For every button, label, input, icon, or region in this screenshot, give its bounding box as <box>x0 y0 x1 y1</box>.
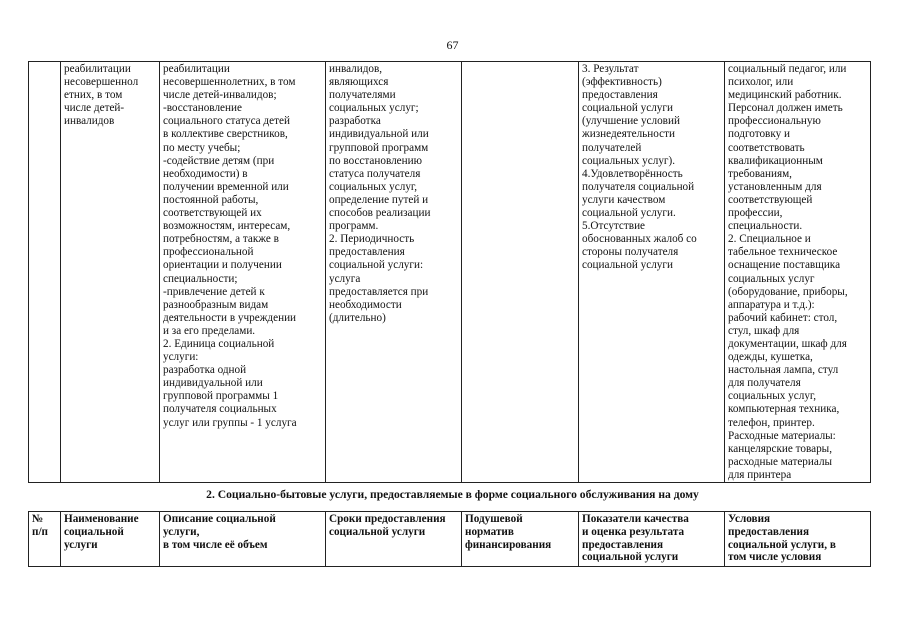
cell-line: психолог, или <box>728 76 794 89</box>
cell-line: канцелярские товары, <box>728 442 832 455</box>
cell-quality-indicators <box>579 62 725 483</box>
cell-line: -восстановление <box>163 102 242 115</box>
cell-line: для принтера <box>728 468 792 481</box>
cell-line: по восстановлению <box>329 154 422 167</box>
cell-line: Описание социальной <box>163 513 276 525</box>
cell-line: 4.Удовлетворённость <box>582 167 683 180</box>
header-service-terms <box>326 512 462 567</box>
page-number: 67 <box>446 38 459 52</box>
cell-line: установленным для <box>728 180 822 193</box>
cell-line: индивидуальной или <box>163 377 263 390</box>
cell-line: соответствующей <box>728 193 813 206</box>
cell-line: ориентации и получении <box>163 259 282 272</box>
cell-line: реабилитации <box>163 63 230 75</box>
cell-line: аппаратура и т.д.): <box>728 298 815 311</box>
cell-line: документации, шкаф для <box>728 337 847 350</box>
cell-line: Расходные материалы: <box>728 429 836 442</box>
cell-line: 2. Единица социальной <box>163 337 275 350</box>
cell-line: требованиям, <box>728 167 792 180</box>
cell-service-name <box>61 62 160 483</box>
cell-line: возможностям, интересам, <box>163 220 291 233</box>
cell-line: и оценка результата <box>582 525 685 538</box>
cell-line: числе детей-инвалидов; <box>163 89 277 102</box>
cell-line: социальной услуги. <box>582 207 676 220</box>
cell-service-description <box>160 62 326 483</box>
cell-line: инвалидов <box>64 115 115 128</box>
cell-line: етних, в том <box>64 89 123 102</box>
cell-line: получателями <box>329 89 396 102</box>
table-row <box>29 62 871 483</box>
cell-line: в том числе её объем <box>163 538 268 551</box>
cell-line: -привлечение детей к <box>163 285 265 298</box>
cell-line: профессиональной <box>163 246 254 259</box>
cell-line: рабочий кабинет: стол, <box>728 311 838 324</box>
cell-line: 3. Результат <box>582 63 639 75</box>
cell-line: способов реализации <box>329 207 431 220</box>
cell-line: обоснованных жалоб со <box>582 233 697 246</box>
cell-line: стул, шкаф для <box>728 324 800 337</box>
cell-line: потребностям, а также в <box>163 233 279 246</box>
cell-line: социальной услуги, в <box>728 538 836 551</box>
cell-line: социальной услуги <box>582 551 679 564</box>
header-service-description <box>160 512 326 567</box>
cell-line: № <box>32 513 44 525</box>
cell-line: индивидуальной или <box>329 128 429 141</box>
cell-line: социальных услуг; <box>329 102 419 115</box>
cell-line: для получателя <box>728 377 801 390</box>
cell-line: подготовку и <box>728 128 790 141</box>
header-number <box>29 512 61 567</box>
cell-line: услуги <box>64 538 98 551</box>
cell-line: услуга <box>329 272 361 285</box>
cell-line: инвалидов, <box>329 63 383 75</box>
cell-line: предоставления <box>582 538 664 551</box>
cell-line: Наименование <box>64 513 139 525</box>
cell-line: получателя социальных <box>163 403 277 416</box>
cell-line: услуги качеством <box>582 193 666 206</box>
cell-line: социальной <box>64 525 124 538</box>
cell-line: Персонал должен иметь <box>728 102 843 115</box>
cell-line: оснащение поставщика <box>728 259 841 272</box>
cell-line: финансирования <box>465 538 552 551</box>
cell-line: (оборудование, приборы, <box>728 285 848 298</box>
cell-line: табельное техническое <box>728 246 838 259</box>
cell-line: предоставления <box>582 89 658 102</box>
cell-line: Условия <box>728 513 771 525</box>
cell-line: социальных услуг). <box>582 154 676 167</box>
cell-line: специальности; <box>163 272 238 285</box>
cell-financing-norm <box>462 62 579 483</box>
cell-line: телефон, принтер. <box>728 416 815 429</box>
cell-line: получении временной или <box>163 180 289 193</box>
cell-line: являющихся <box>329 76 389 89</box>
header-service-name <box>61 512 160 567</box>
cell-line: 2. Периодичность <box>329 233 415 246</box>
cell-line: необходимости) в <box>163 167 248 180</box>
cell-line: предоставляется при <box>329 285 429 298</box>
cell-line: соответствовать <box>728 141 805 154</box>
cell-line: жизнедеятельности <box>582 128 675 141</box>
cell-line: групповой программ <box>329 141 429 154</box>
cell-line: компьютерная техника, <box>728 403 840 416</box>
cell-line: реабилитации <box>64 63 131 75</box>
cell-line: социальных услуг, <box>329 180 418 193</box>
section-title: 2. Социально-бытовые услуги, предоставляемые в форме социального обслуживания на дому <box>206 488 699 501</box>
cell-service-conditions <box>725 62 871 483</box>
cell-line: том числе условия <box>728 551 822 564</box>
cell-line: социального статуса детей <box>163 115 290 128</box>
cell-line: стороны получателя <box>582 246 679 259</box>
cell-line: профессии, <box>728 207 783 220</box>
cell-line: получателей <box>582 141 642 154</box>
services-table-header <box>28 511 871 567</box>
cell-line: 2. Специальное и <box>728 233 811 246</box>
header-row <box>29 512 871 567</box>
cell-line: норматив <box>465 525 514 538</box>
cell-line: расходные материалы <box>728 455 833 468</box>
cell-line: получателя социальной <box>582 180 695 193</box>
cell-line: Сроки предоставления <box>329 513 446 525</box>
cell-line: разработка <box>329 115 381 128</box>
cell-line: квалификационным <box>728 154 823 167</box>
cell-service-terms <box>326 62 462 483</box>
cell-line: услуги, <box>163 525 200 538</box>
cell-line: и за его пределами. <box>163 324 256 337</box>
cell-line: социальной услуги: <box>329 259 424 272</box>
cell-line: в коллективе сверстников, <box>163 128 288 141</box>
cell-line: программ. <box>329 220 379 233</box>
cell-line: специальности. <box>728 220 803 233</box>
cell-line: 5.Отсутствие <box>582 220 646 233</box>
cell-line: социальных услуг <box>728 272 815 285</box>
cell-line: настольная лампа, стул <box>728 364 839 377</box>
cell-line: числе детей- <box>64 102 125 115</box>
cell-line: социальной услуги <box>582 259 673 272</box>
cell-line: п/п <box>32 525 49 538</box>
cell-line: -содействие детям (при <box>163 154 275 167</box>
cell-line: деятельности в учреждении <box>163 311 297 324</box>
cell-line: несовершеннол <box>64 76 139 89</box>
cell-line: разнообразным видам <box>163 298 269 311</box>
cell-line: предоставления <box>329 246 405 259</box>
cell-line: необходимости <box>329 298 402 311</box>
cell-line: социальный педагог, или <box>728 63 847 75</box>
cell-line: групповой программы 1 <box>163 390 279 403</box>
cell-line: (улучшение условий <box>582 115 680 128</box>
cell-line: социальной услуги <box>582 102 673 115</box>
cell-line: социальной услуги <box>329 525 426 538</box>
cell-line: (длительно) <box>329 311 386 324</box>
cell-line: постоянной работы, <box>163 193 259 206</box>
cell-line: одежды, кушетка, <box>728 351 813 364</box>
cell-line: предоставления <box>728 525 810 538</box>
services-table-continuation <box>28 61 871 483</box>
cell-line: несовершеннолетних, в том <box>163 76 296 89</box>
cell-line: профессиональную <box>728 115 821 128</box>
cell-line: Подушевой <box>465 513 523 525</box>
cell-line: разработка одной <box>163 364 247 377</box>
cell-line: по месту учебы; <box>163 141 241 154</box>
cell-line: медицинский работник. <box>728 89 842 102</box>
cell-line: социальных услуг, <box>728 390 817 403</box>
cell-line: статуса получателя <box>329 167 421 180</box>
cell-line: соответствующей их <box>163 207 262 220</box>
header-financing-norm <box>462 512 579 567</box>
cell-line: Показатели качества <box>582 513 689 525</box>
cell-line: определение путей и <box>329 193 429 206</box>
cell-line: услуг или группы - 1 услуга <box>163 416 297 429</box>
header-service-conditions <box>725 512 871 567</box>
cell-number <box>29 62 61 483</box>
header-quality-indicators <box>579 512 725 567</box>
cell-line: (эффективность) <box>582 76 662 89</box>
cell-line: услуги: <box>163 351 199 364</box>
